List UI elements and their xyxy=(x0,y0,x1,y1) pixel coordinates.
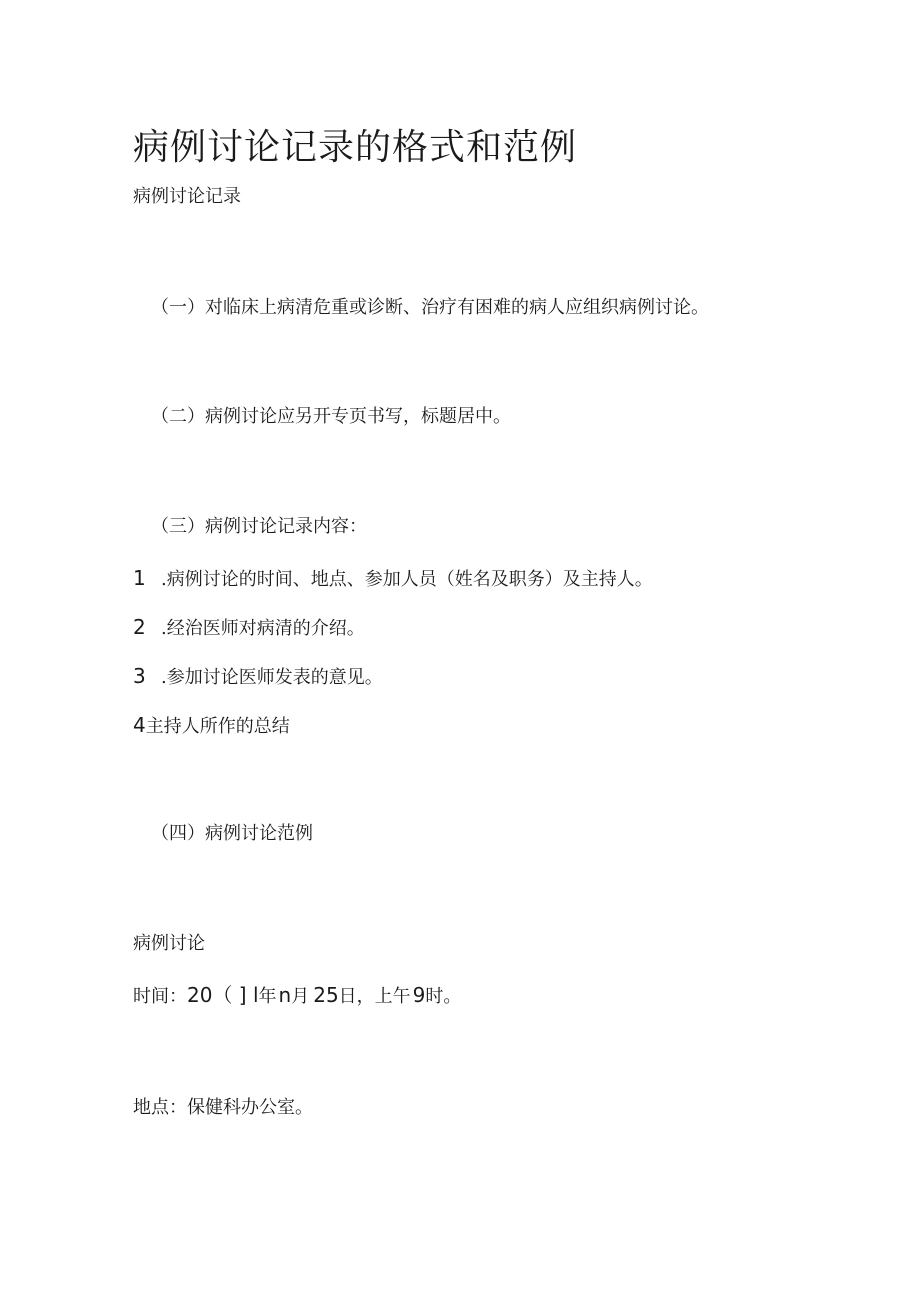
list-item-text: .病例讨论的时间、地点、参加人员（姓名及职务）及主持人。 xyxy=(161,569,653,590)
time-hour-suffix: 时。 xyxy=(425,986,462,1007)
example-time xyxy=(133,983,461,1009)
time-day: 25 xyxy=(313,983,339,1007)
list-item-number: 2 xyxy=(133,615,146,639)
section-2: （二）病例讨论应另开专页书写，标题居中。 xyxy=(151,406,511,427)
section-4: （四）病例讨论范例 xyxy=(151,823,313,844)
time-year: 20（ ] l xyxy=(187,983,259,1007)
list-item-1 xyxy=(133,566,653,592)
time-year-suffix: 年 xyxy=(258,986,277,1007)
section-3: （三）病例讨论记录内容： xyxy=(151,516,367,537)
list-item-3 xyxy=(133,664,383,690)
time-month-suffix: 月 xyxy=(291,986,310,1007)
example-place: 地点：保健科办公室。 xyxy=(133,1097,313,1118)
section-1: （一）对临床上病清危重或诊断、治疗有困难的病人应组织病例讨论。 xyxy=(151,297,709,318)
time-hour: 9 xyxy=(412,983,426,1007)
list-item-text: .经治医师对病清的介绍。 xyxy=(161,618,365,639)
list-item-text: .参加讨论医师发表的意见。 xyxy=(161,667,383,688)
document-subtitle: 病例讨论记录 xyxy=(133,186,241,207)
list-item-number: 4 xyxy=(133,713,146,737)
time-label: 时间： xyxy=(133,986,187,1007)
time-day-suffix: 日，上午 xyxy=(338,986,411,1007)
list-item-number: 3 xyxy=(133,664,146,688)
time-month: n xyxy=(278,983,292,1007)
list-item-text: 主持人所作的总结 xyxy=(145,716,290,737)
list-item-number: 1 xyxy=(133,566,146,590)
list-item-4 xyxy=(133,713,290,739)
example-heading: 病例讨论 xyxy=(133,933,205,954)
document-title: 病例讨论记录的格式和范例 xyxy=(133,127,578,168)
list-item-2 xyxy=(133,615,365,641)
